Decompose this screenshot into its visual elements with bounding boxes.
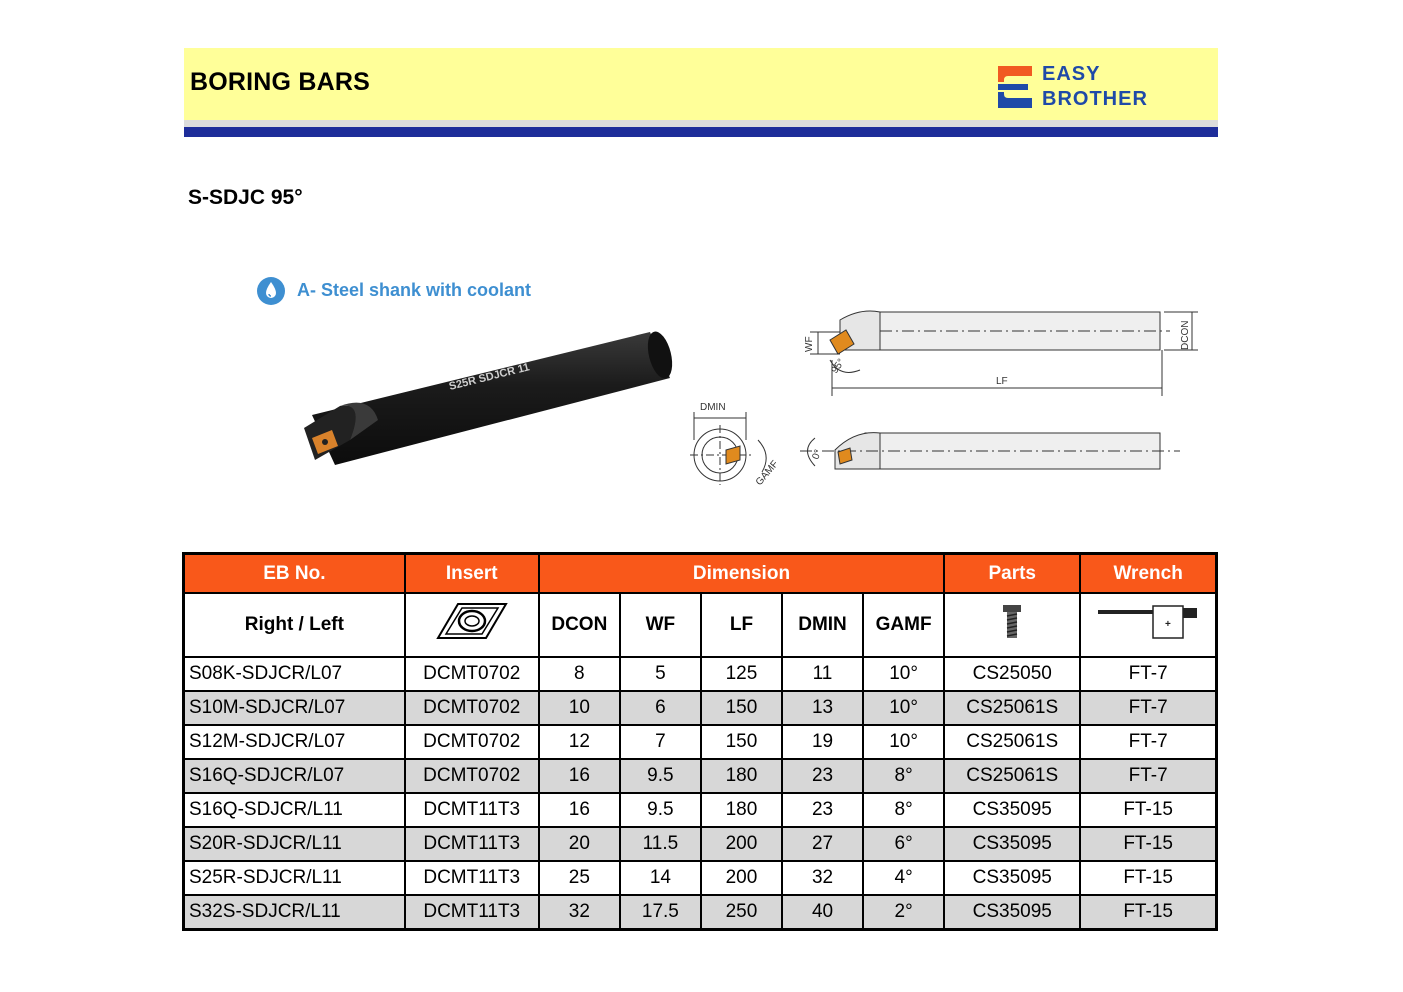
cell-parts: CS35095	[944, 793, 1080, 827]
subheader-gamf: GAMF	[863, 593, 944, 657]
cell-wf: 5	[620, 657, 701, 691]
torx-wrench-icon	[1096, 602, 1200, 642]
cell-gamf: 8°	[863, 793, 944, 827]
cell-insert: DCMT11T3	[405, 827, 539, 861]
subheader-wf: WF	[620, 593, 701, 657]
table-row	[184, 895, 1217, 930]
boring-bar-photo	[240, 320, 690, 510]
table-row	[184, 861, 1217, 895]
drawing-label-dcon: DCON	[1180, 320, 1191, 350]
cell-insert: DCMT0702	[405, 657, 539, 691]
cell-insert: DCMT11T3	[405, 895, 539, 930]
cell-wrench: FT-7	[1080, 657, 1216, 691]
cell-dmin: 11	[782, 657, 863, 691]
cell-dmin: 13	[782, 691, 863, 725]
cell-wrench: FT-15	[1080, 895, 1216, 930]
cell-parts: CS35095	[944, 827, 1080, 861]
cell-gamf: 10°	[863, 725, 944, 759]
subheader-dcon: DCON	[539, 593, 620, 657]
screw-icon	[1002, 604, 1022, 640]
cell-dcon: 8	[539, 657, 620, 691]
model-title: S-SDJC 95°	[188, 186, 303, 209]
cell-parts: CS35095	[944, 861, 1080, 895]
cell-wrench: FT-15	[1080, 793, 1216, 827]
cell-lf: 200	[701, 861, 782, 895]
cell-dmin: 32	[782, 861, 863, 895]
cell-parts: CS25050	[944, 657, 1080, 691]
cell-gamf: 10°	[863, 691, 944, 725]
cell-wf: 6	[620, 691, 701, 725]
cell-insert: DCMT0702	[405, 725, 539, 759]
cell-eb-no: S16Q-SDJCR/L11	[184, 793, 405, 827]
cell-gamf: 8°	[863, 759, 944, 793]
cell-wf: 7	[620, 725, 701, 759]
page-title: BORING BARS	[190, 68, 370, 96]
cell-lf: 180	[701, 759, 782, 793]
brand-logo	[992, 62, 1182, 110]
drawing-label-wf: WF	[804, 336, 815, 352]
cell-lf: 150	[701, 691, 782, 725]
cell-wf: 9.5	[620, 759, 701, 793]
header-insert: Insert	[405, 554, 539, 594]
cell-parts: CS25061S	[944, 725, 1080, 759]
header-divider-grey	[184, 120, 1218, 127]
cell-parts: CS25061S	[944, 759, 1080, 793]
coolant-drop-icon	[256, 276, 286, 306]
parts-icon-cell	[944, 593, 1080, 657]
cell-insert: DCMT11T3	[405, 793, 539, 827]
table-row	[184, 691, 1217, 725]
cell-eb-no: S08K-SDJCR/L07	[184, 657, 405, 691]
spec-table	[182, 552, 1218, 931]
cell-wrench: FT-7	[1080, 725, 1216, 759]
header-divider-blue	[184, 127, 1218, 137]
technical-drawing	[680, 300, 1200, 500]
cell-dmin: 23	[782, 793, 863, 827]
subheader-dmin: DMIN	[782, 593, 863, 657]
cell-eb-no: S32S-SDJCR/L11	[184, 895, 405, 930]
cell-wf: 11.5	[620, 827, 701, 861]
cell-insert: DCMT11T3	[405, 861, 539, 895]
cell-gamf: 2°	[863, 895, 944, 930]
cell-dmin: 40	[782, 895, 863, 930]
cell-eb-no: S16Q-SDJCR/L07	[184, 759, 405, 793]
table-subheader-row	[184, 593, 1217, 657]
cell-wrench: FT-15	[1080, 861, 1216, 895]
cell-wf: 14	[620, 861, 701, 895]
cell-gamf: 4°	[863, 861, 944, 895]
coolant-text: A- Steel shank with coolant	[297, 280, 532, 300]
cell-dmin: 27	[782, 827, 863, 861]
brand-mark-icon	[992, 64, 1036, 108]
header-dimension: Dimension	[539, 554, 944, 594]
cell-wf: 9.5	[620, 793, 701, 827]
svg-text:+: +	[1165, 619, 1171, 630]
header-parts: Parts	[944, 554, 1080, 594]
photo-bar-marking: S25R SDJCR 11	[447, 361, 531, 393]
table-row	[184, 657, 1217, 691]
cell-dcon: 16	[539, 759, 620, 793]
cell-eb-no: S12M-SDJCR/L07	[184, 725, 405, 759]
cell-lf: 150	[701, 725, 782, 759]
cell-gamf: 10°	[863, 657, 944, 691]
cell-dcon: 32	[539, 895, 620, 930]
cell-dmin: 19	[782, 725, 863, 759]
cell-lf: 200	[701, 827, 782, 861]
insert-shape-cell	[405, 593, 539, 657]
cell-eb-no: S20R-SDJCR/L11	[184, 827, 405, 861]
table-row	[184, 793, 1217, 827]
cell-eb-no: S25R-SDJCR/L11	[184, 861, 405, 895]
cell-dcon: 10	[539, 691, 620, 725]
drawing-label-angle: 95°	[829, 357, 848, 376]
wrench-icon-cell	[1080, 593, 1216, 657]
drawing-label-zero: 0°	[810, 448, 825, 462]
cell-wrench: FT-7	[1080, 691, 1216, 725]
drawing-label-gamf: GAMF	[753, 458, 781, 488]
header-wrench: Wrench	[1080, 554, 1216, 594]
cell-dcon: 12	[539, 725, 620, 759]
cell-wrench: FT-15	[1080, 827, 1216, 861]
cell-lf: 250	[701, 895, 782, 930]
cell-eb-no: S10M-SDJCR/L07	[184, 691, 405, 725]
cell-dmin: 23	[782, 759, 863, 793]
cell-insert: DCMT0702	[405, 691, 539, 725]
cell-parts: CS25061S	[944, 691, 1080, 725]
table-header-row	[184, 554, 1217, 594]
cell-parts: CS35095	[944, 895, 1080, 930]
cell-lf: 180	[701, 793, 782, 827]
table-row	[184, 759, 1217, 793]
table-row	[184, 725, 1217, 759]
cell-dcon: 20	[539, 827, 620, 861]
logo-line-brother: BROTHER	[1042, 88, 1148, 110]
table-row	[184, 827, 1217, 861]
cell-dcon: 25	[539, 861, 620, 895]
drawing-label-dmin: DMIN	[700, 402, 726, 413]
cell-gamf: 6°	[863, 827, 944, 861]
rhombic-insert-icon	[434, 600, 510, 644]
cell-wf: 17.5	[620, 895, 701, 930]
cell-lf: 125	[701, 657, 782, 691]
cell-wrench: FT-7	[1080, 759, 1216, 793]
subheader-right-left: Right / Left	[184, 593, 405, 657]
header-eb-no: EB No.	[184, 554, 405, 594]
subheader-lf: LF	[701, 593, 782, 657]
drawing-label-lf: LF	[996, 376, 1008, 387]
cell-dcon: 16	[539, 793, 620, 827]
cell-insert: DCMT0702	[405, 759, 539, 793]
logo-line-easy: EASY	[1042, 63, 1101, 85]
